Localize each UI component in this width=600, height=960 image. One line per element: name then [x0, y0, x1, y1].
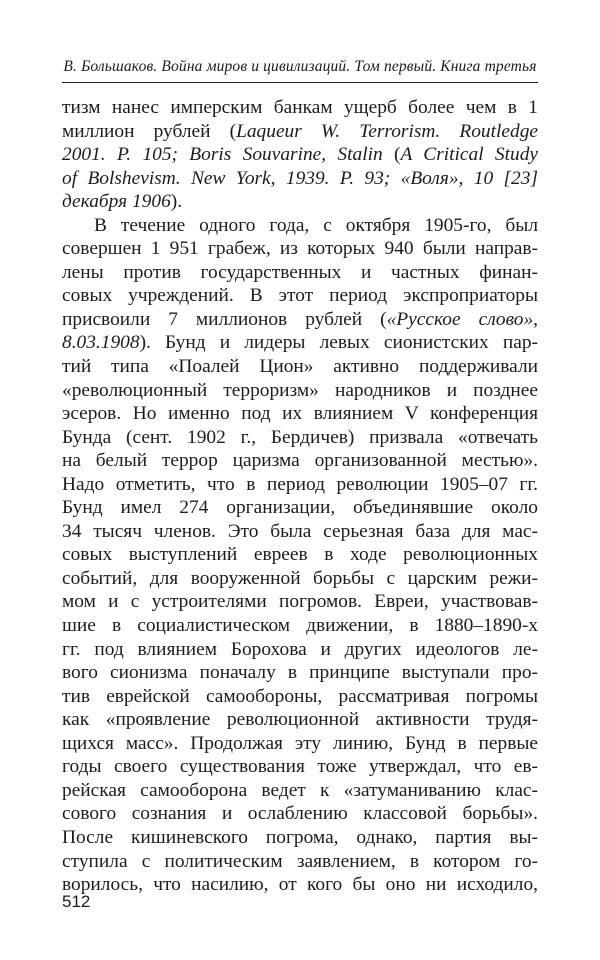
italic-text-run: A Critical Study	[400, 144, 538, 166]
text-line	[62, 402, 538, 426]
header-rule	[62, 82, 538, 83]
italic-text-run: of Bolshevism. New York, 1939. P. 93; «Воля», 10 [23]	[62, 167, 538, 189]
text-line	[62, 261, 538, 285]
text-run: «революционный терроризм» народников и позднее	[62, 379, 538, 401]
text-line	[62, 426, 538, 450]
text-run: 34 тысяч членов. Это была серьезная база для мас-	[62, 520, 538, 542]
text-run: совых учреждений. В этот период экспроприаторы	[62, 285, 538, 307]
text-run: шие в социалистическом движении, в 1880–1890-х	[62, 615, 538, 637]
text-run: совых выступлений евреев в ходе революционных	[62, 544, 538, 566]
text-line	[62, 826, 538, 850]
text-run: как «проявление революционной активности трудя-	[62, 709, 538, 731]
body-text	[62, 96, 538, 897]
text-run: эсеров. Но именно под их влиянием V конференция	[62, 403, 538, 425]
text-run: тизм нанес имперским банкам ущерб более чем в 1	[62, 97, 538, 118]
text-line	[62, 143, 538, 167]
text-run: После кишиневского погрома, однако, партия вы-	[62, 826, 538, 848]
text-line	[62, 167, 538, 191]
text-line	[62, 661, 538, 685]
text-line	[62, 284, 538, 308]
text-run: рейская самооборона ведет к «затуманиванию клас-	[62, 779, 538, 801]
text-run: миллион рублей (	[62, 120, 237, 142]
text-run: ).	[170, 191, 183, 213]
text-line	[62, 449, 538, 473]
text-run: В течение одного года, с октября 1905-го, был	[94, 214, 538, 236]
text-run: вого сионизма поначалу в принципе выступали про-	[62, 662, 538, 684]
text-line	[62, 473, 538, 497]
text-line	[62, 237, 538, 261]
text-run: щихся масс». Продолжая эту линию, Бунд в первые	[62, 732, 538, 754]
text-line	[62, 543, 538, 567]
text-line	[62, 614, 538, 638]
text-run: ворилось, что насилию, от кого бы оно ни исходило,	[62, 874, 538, 896]
text-run: ). Бунд и лидеры левых сионистских пар-	[139, 332, 538, 354]
text-run: Бунд имел 274 организации, объединявшие около	[62, 497, 538, 519]
text-line	[62, 685, 538, 709]
italic-text-run: «Русское слово»,	[386, 308, 538, 330]
page-number: 512	[62, 892, 91, 911]
text-line	[62, 190, 538, 214]
text-line	[62, 590, 538, 614]
italic-text-run: Laqueur W. Terrorism. Routledge	[236, 120, 538, 142]
text-run: Надо отметить, что в период революции 1905–07 гг.	[62, 473, 538, 495]
text-line	[62, 96, 538, 120]
text-line	[62, 120, 538, 144]
text-line	[62, 755, 538, 779]
text-run: Бунда (сент. 1902 г., Бердичев) призвала «отвечать	[62, 426, 538, 448]
text-run: мом и с устроителями погромов. Евреи, участвовав-	[62, 591, 538, 613]
italic-text-run: 8.03.1908	[62, 332, 140, 354]
text-run: (	[382, 144, 401, 166]
text-run: присвоили 7 миллионов рублей (	[62, 308, 387, 330]
text-run: на белый террор царизма организованной местью».	[62, 450, 538, 472]
text-line	[62, 331, 538, 355]
text-line	[62, 802, 538, 826]
text-line	[62, 379, 538, 403]
text-run: тив еврейской самообороны, рассматривая погромы	[62, 685, 538, 707]
text-run: сового сознания и ослаблению классовой борьбы».	[62, 803, 538, 825]
text-line	[62, 214, 538, 238]
text-run: совершен 1 951 грабеж, из которых 940 были направ-	[62, 238, 538, 260]
text-line	[62, 708, 538, 732]
text-run: лены против государственных и частных финан-	[62, 261, 538, 283]
text-line	[62, 732, 538, 756]
text-line	[62, 355, 538, 379]
text-line	[62, 779, 538, 803]
text-line	[62, 638, 538, 662]
text-line	[62, 873, 538, 897]
text-run: гг. под влиянием Борохова и других идеологов ле-	[62, 638, 538, 660]
running-head: В. Большаков. Война миров и цивилизаций. Том первый. Книга третья	[63, 58, 537, 75]
italic-text-run: 2001. P. 105; Boris Souvarine, Stalin	[62, 144, 383, 166]
text-run: событий, для вооруженной борьбы с царским режи-	[62, 567, 538, 589]
text-line	[62, 850, 538, 874]
text-line	[62, 567, 538, 591]
text-run: тий типа «Поалей Цион» активно поддерживали	[62, 356, 538, 378]
text-line	[62, 308, 538, 332]
text-run: годы своего существования тоже утверждал, что ев-	[62, 756, 538, 778]
text-line	[62, 496, 538, 520]
italic-text-run: декабря 1906	[62, 191, 171, 213]
text-run: ступила с политическим заявлением, в котором го-	[62, 850, 538, 872]
text-line	[62, 520, 538, 544]
